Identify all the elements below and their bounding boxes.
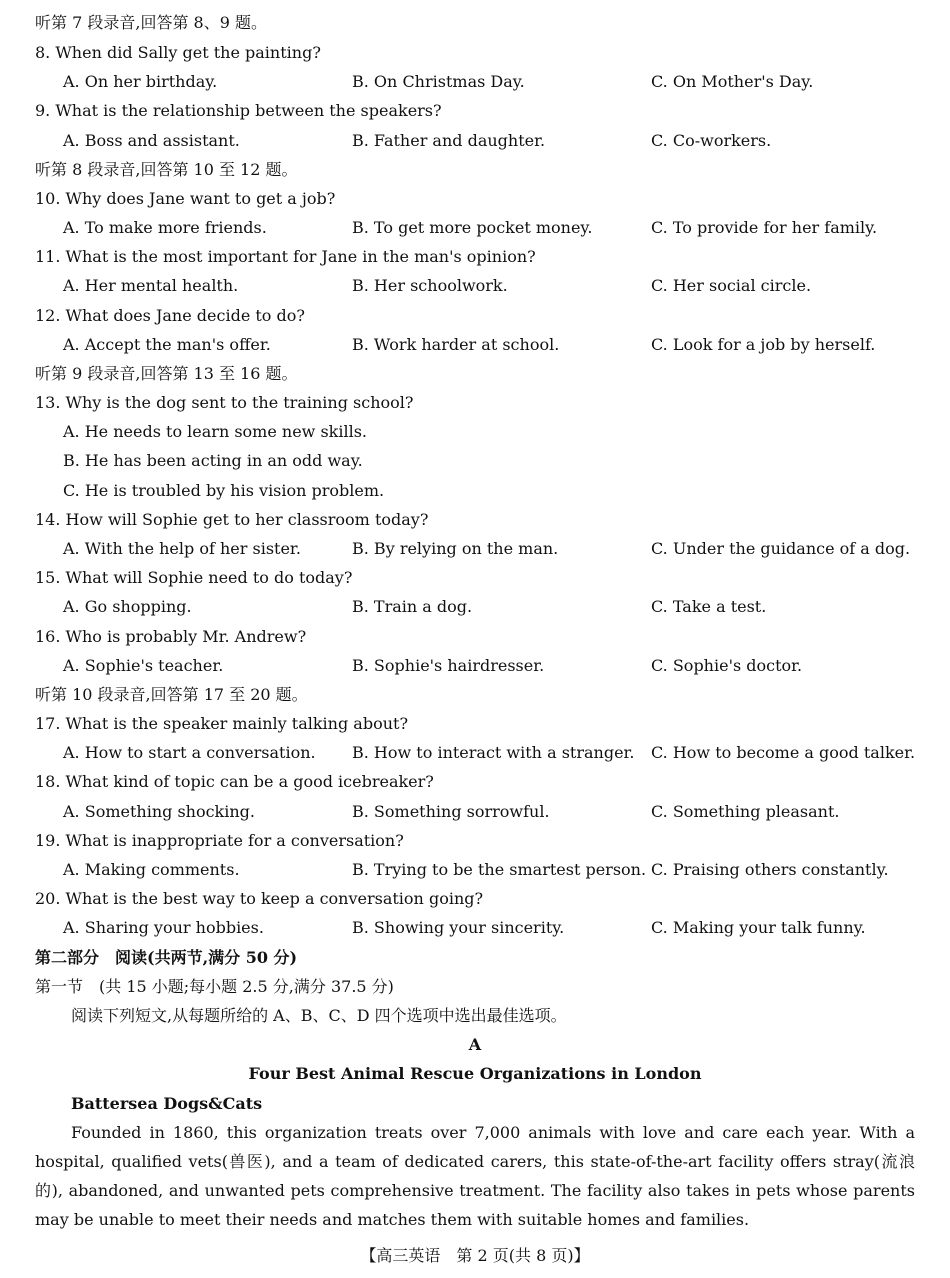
option-a: A. Something shocking. [63,802,255,821]
question-options [0,651,950,680]
question-stem: 8. When did Sally get the painting? [35,43,321,62]
option-b: B. Trying to be the smartest person. [352,860,647,879]
option-b: B. He has been acting in an odd way. [63,451,363,470]
part-heading: 第二部分 阅读(共两节,满分 50 分) [35,948,298,967]
section-instruction: 听第 9 段录音,回答第 13 至 16 题。 [35,364,298,383]
question-options [0,126,950,155]
option-a: A. Sophie's teacher. [63,656,224,675]
option-b: B. Sophie's hairdresser. [352,656,545,675]
question-options [0,271,950,300]
option-c: C. Making your talk funny. [651,918,866,937]
option-c: C. Take a test. [651,597,767,616]
question-stem: 9. What is the relationship between the speakers? [35,101,442,120]
question-options [0,67,950,96]
question-stem: 16. Who is probably Mr. Andrew? [35,627,307,646]
section-instruction: 听第 8 段录音,回答第 10 至 12 题。 [35,160,298,179]
question-stem: 19. What is inappropriate for a conversation? [35,831,404,850]
passage-paragraph: Founded in 1860, this organization treats over 7,000 animals with love and care each year. With a hospital, qualified vets(兽医), and a team of dedicated carers, this state-of-the-art facility offers stray(流浪的), abandoned, and unwanted pets comprehensive treatment. The facility also takes in pets whose parents may be unable to meet their needs and matches them with suitable homes and families. [35,1123,915,1229]
option-a: A. Sharing your hobbies. [63,918,264,937]
passage-title: Four Best Animal Rescue Organizations in London [248,1064,702,1083]
option-c: C. To provide for her family. [651,218,878,237]
question-options [0,855,950,884]
question-stem: 17. What is the speaker mainly talking about? [35,714,409,733]
option-b: B. Showing your sincerity. [352,918,565,937]
option-a: A. How to start a conversation. [63,743,316,762]
option-b: B. How to interact with a stranger. [352,743,635,762]
question-options [0,213,950,242]
passage-letter: A [468,1035,482,1054]
option-a: A. Making comments. [63,860,240,879]
option-c: C. Co-workers. [651,131,772,150]
option-b: B. Her schoolwork. [352,276,508,295]
section-heading: 第一节 (共 15 小题;每小题 2.5 分,满分 37.5 分) [35,977,394,996]
option-a: A. Her mental health. [63,276,239,295]
option-c: C. Under the guidance of a dog. [651,539,911,558]
question-options [0,534,950,563]
org-name: Battersea Dogs&Cats [71,1094,263,1113]
question-stem: 13. Why is the dog sent to the training school? [35,393,414,412]
option-a: A. Accept the man's offer. [63,335,271,354]
option-a: A. On her birthday. [63,72,218,91]
question-options [0,913,950,942]
question-stem: 12. What does Jane decide to do? [35,306,305,325]
section-instruction: 听第 7 段录音,回答第 8、9 题。 [35,13,267,32]
option-a: A. He needs to learn some new skills. [63,422,368,441]
option-b: B. Father and daughter. [352,131,546,150]
directions: 阅读下列短文,从每题所给的 A、B、C、D 四个选项中选出最佳选项。 [71,1006,567,1025]
question-options [0,738,950,767]
option-c: C. Look for a job by herself. [651,335,876,354]
section-instruction: 听第 10 段录音,回答第 17 至 20 题。 [35,685,308,704]
option-c: C. Something pleasant. [651,802,840,821]
option-c: C. How to become a good talker. [651,743,916,762]
page-footer: 【高三英语 第 2 页(共 8 页)】 [360,1246,590,1265]
option-c: C. Her social circle. [651,276,812,295]
question-stem: 15. What will Sophie need to do today? [35,568,353,587]
question-options [0,797,950,826]
option-b: B. By relying on the man. [352,539,559,558]
option-b: B. On Christmas Day. [352,72,525,91]
question-options [0,592,950,621]
option-c: C. He is troubled by his vision problem. [63,481,385,500]
question-stem: 18. What kind of topic can be a good icebreaker? [35,772,434,791]
question-stem: 14. How will Sophie get to her classroom today? [35,510,429,529]
question-stem: 11. What is the most important for Jane in the man's opinion? [35,247,536,266]
question-stem: 20. What is the best way to keep a conversation going? [35,889,484,908]
option-a: A. Go shopping. [63,597,192,616]
option-b: B. To get more pocket money. [352,218,593,237]
option-a: A. To make more friends. [63,218,267,237]
question-stem: 10. Why does Jane want to get a job? [35,189,336,208]
option-c: C. Praising others constantly. [651,860,889,879]
option-a: A. With the help of her sister. [63,539,301,558]
question-options [0,330,950,359]
option-a: A. Boss and assistant. [63,131,240,150]
option-c: C. On Mother's Day. [651,72,814,91]
option-b: B. Something sorrowful. [352,802,550,821]
option-b: B. Work harder at school. [352,335,560,354]
option-c: C. Sophie's doctor. [651,656,803,675]
option-b: B. Train a dog. [352,597,473,616]
